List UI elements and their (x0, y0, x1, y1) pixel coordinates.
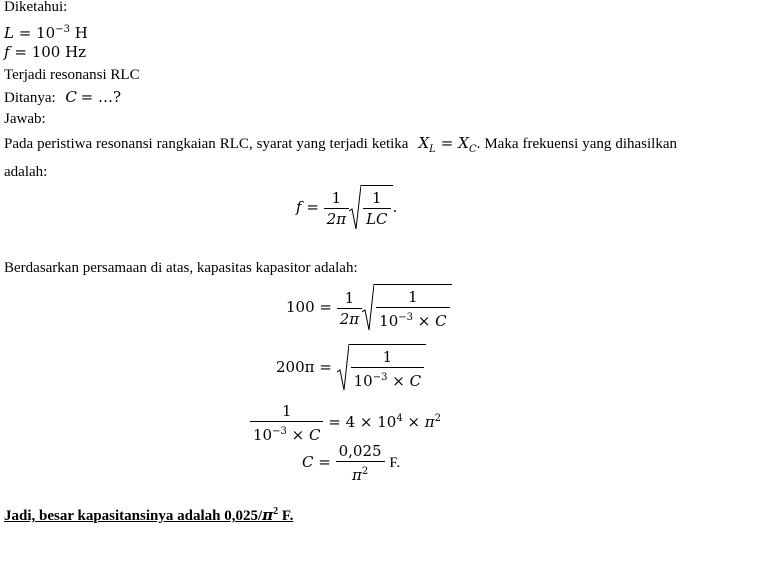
given-f-symbol: f (4, 43, 10, 61)
given-header: Diketahui: (4, 0, 68, 15)
answer-header: Jawab: (4, 111, 46, 127)
given-l-symbol: L (4, 24, 14, 42)
formula-fraction: $\frac{1}{2\pi}$ (324, 188, 349, 229)
asked-label: Ditanya: (4, 90, 56, 106)
step3-equation: $\frac{1}{10^{-3} \times C}$ = $4 \times 10^4 \times \pi^2$ (250, 401, 441, 445)
answer-paragraph-text: Pada peristiwa resonansi rangkaian RLC, syarat yang terjadi ketika (4, 136, 409, 152)
conclusion: Jadi, besar kapasitansinya adalah $0,025/\pi^2$ F. (4, 506, 294, 524)
formula-sqrt: $\frac{1}{LC}$ (349, 185, 392, 231)
asked-rest: = …? (80, 88, 122, 106)
step2-equation: 200π = $\frac{1}{10^{-3} \times C}$ (276, 344, 426, 392)
answer-paragraph-tail: . Maka frekuensi yang dihasilkan adalah: (4, 136, 678, 180)
given-l-exponent: −3 (55, 24, 70, 35)
given-l-unit: H (74, 24, 88, 42)
given-inductance: $L = 10^{-3}$ H (4, 24, 88, 42)
resonance-formula: f = $\frac{1}{2\pi}$ $\frac{1}{LC}$ . (296, 185, 397, 231)
intro-capacitance: Berdasarkan persamaan di atas, kapasitas kapasitor adalah: (4, 260, 358, 276)
given-f-value: 100 Hz (31, 43, 87, 61)
step4-equation: C = $\frac{0,025}{\pi^2}$ F. (302, 442, 401, 484)
given-frequency: f = 100 Hz (4, 43, 87, 61)
given-l-value: 10 (36, 24, 56, 42)
resonance-condition: $X_L = X_C$ (418, 134, 477, 155)
step1-equation: 100 = $\frac{1}{2\pi}$ $\frac{1}{10^{-3} \times C}$ (286, 284, 452, 332)
asked-line (4, 87, 121, 108)
given-condition: Terjadi resonansi RLC (4, 67, 140, 83)
answer-paragraph (4, 132, 677, 183)
asked-variable: C (65, 88, 77, 106)
